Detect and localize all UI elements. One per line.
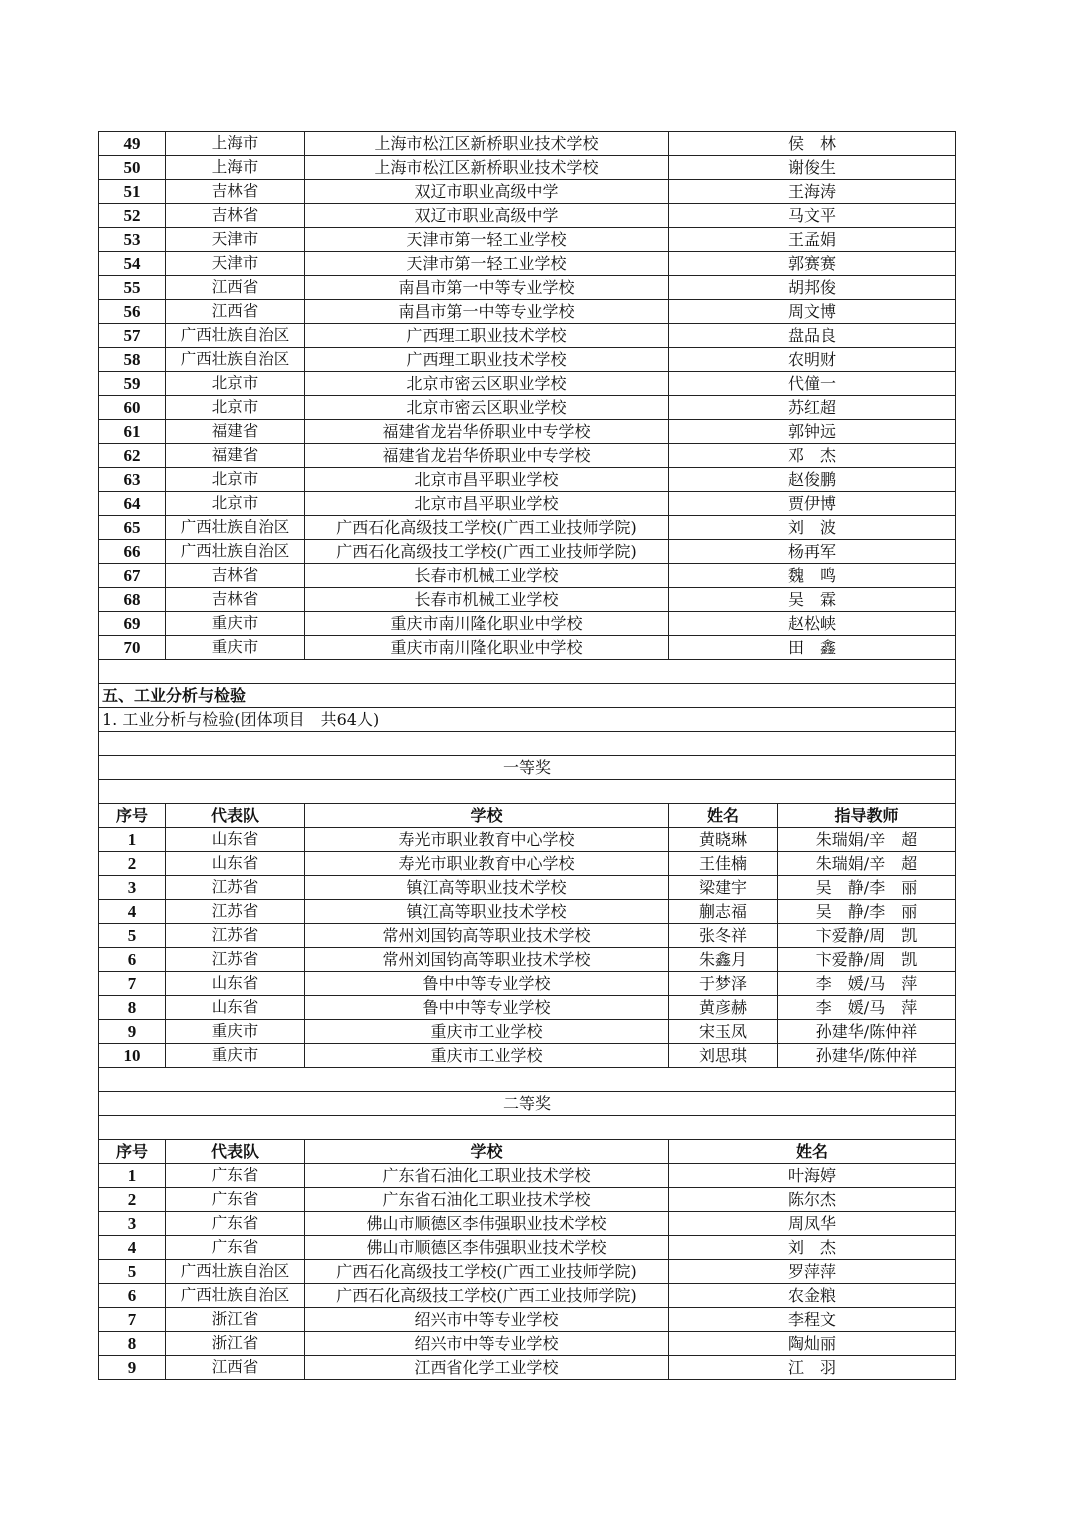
seq-cell: 8 xyxy=(99,996,166,1020)
name-cell: 张冬祥 xyxy=(669,924,778,948)
name-cell: 江 羽 xyxy=(669,1356,956,1380)
seq-cell: 49 xyxy=(99,132,166,156)
table-row xyxy=(99,204,956,228)
name-cell: 王海涛 xyxy=(669,180,956,204)
school-cell: 重庆市南川隆化职业中学校 xyxy=(305,636,669,660)
column-header-school: 学校 xyxy=(305,804,669,828)
teacher-cell: 朱瑞娟/辛 超 xyxy=(778,852,956,876)
name-cell: 于梦泽 xyxy=(669,972,778,996)
table-row xyxy=(99,1020,956,1044)
team-cell: 北京市 xyxy=(166,468,305,492)
teacher-cell: 朱瑞娟/辛 超 xyxy=(778,828,956,852)
column-header-teacher: 指导教师 xyxy=(778,804,956,828)
name-cell: 吴 霖 xyxy=(669,588,956,612)
table-row xyxy=(99,612,956,636)
team-cell: 浙江省 xyxy=(166,1332,305,1356)
team-cell: 重庆市 xyxy=(166,636,305,660)
table-row xyxy=(99,1188,956,1212)
school-cell: 南昌市第一中等专业学校 xyxy=(305,300,669,324)
seq-cell: 62 xyxy=(99,444,166,468)
seq-cell: 3 xyxy=(99,1212,166,1236)
column-header-name: 姓名 xyxy=(669,804,778,828)
school-cell: 双辽市职业高级中学 xyxy=(305,180,669,204)
school-cell: 双辽市职业高级中学 xyxy=(305,204,669,228)
school-cell: 长春市机械工业学校 xyxy=(305,588,669,612)
school-cell: 广西石化高级技工学校(广西工业技师学院) xyxy=(305,1260,669,1284)
team-cell: 江西省 xyxy=(166,300,305,324)
section-title-row xyxy=(99,684,956,708)
team-cell: 福建省 xyxy=(166,420,305,444)
teacher-cell: 李 媛/马 萍 xyxy=(778,996,956,1020)
table-row xyxy=(99,324,956,348)
table-row xyxy=(99,420,956,444)
team-cell: 吉林省 xyxy=(166,180,305,204)
first-prize-label: 一等奖 xyxy=(99,756,956,780)
second-prize-label: 二等奖 xyxy=(99,1092,956,1116)
name-cell: 宋玉凤 xyxy=(669,1020,778,1044)
name-cell: 刘 波 xyxy=(669,516,956,540)
seq-cell: 69 xyxy=(99,612,166,636)
name-cell: 刘思琪 xyxy=(669,1044,778,1068)
name-cell: 杨再军 xyxy=(669,540,956,564)
school-cell: 镇江高等职业技术学校 xyxy=(305,900,669,924)
teacher-cell: 孙建华/陈仲祥 xyxy=(778,1020,956,1044)
table-row xyxy=(99,852,956,876)
school-cell: 广西石化高级技工学校(广西工业技师学院) xyxy=(305,540,669,564)
teacher-cell: 孙建华/陈仲祥 xyxy=(778,1044,956,1068)
name-cell: 罗萍萍 xyxy=(669,1260,956,1284)
seq-cell: 5 xyxy=(99,924,166,948)
column-header-seq: 序号 xyxy=(99,804,166,828)
table-row xyxy=(99,516,956,540)
name-cell: 邓 杰 xyxy=(669,444,956,468)
team-cell: 广西壮族自治区 xyxy=(166,1284,305,1308)
blank-cell xyxy=(99,732,956,756)
team-cell: 江西省 xyxy=(166,276,305,300)
school-cell: 广西理工职业技术学校 xyxy=(305,348,669,372)
seq-cell: 5 xyxy=(99,1260,166,1284)
name-cell: 陶灿丽 xyxy=(669,1332,956,1356)
seq-cell: 3 xyxy=(99,876,166,900)
column-header-team: 代表队 xyxy=(166,804,305,828)
blank-cell xyxy=(99,660,956,684)
name-cell: 周凤华 xyxy=(669,1212,956,1236)
team-cell: 广西壮族自治区 xyxy=(166,324,305,348)
name-cell: 叶海婷 xyxy=(669,1164,956,1188)
name-cell: 胡邦俊 xyxy=(669,276,956,300)
school-cell: 绍兴市中等专业学校 xyxy=(305,1332,669,1356)
team-cell: 吉林省 xyxy=(166,204,305,228)
team-cell: 广东省 xyxy=(166,1236,305,1260)
team-cell: 天津市 xyxy=(166,252,305,276)
seq-cell: 4 xyxy=(99,1236,166,1260)
seq-cell: 1 xyxy=(99,1164,166,1188)
table-row xyxy=(99,1260,956,1284)
school-cell: 广东省石油化工职业技术学校 xyxy=(305,1164,669,1188)
school-cell: 北京市昌平职业学校 xyxy=(305,492,669,516)
seq-cell: 4 xyxy=(99,900,166,924)
team-cell: 广西壮族自治区 xyxy=(166,348,305,372)
team-cell: 江苏省 xyxy=(166,876,305,900)
name-cell: 蒯志福 xyxy=(669,900,778,924)
name-cell: 郭钟远 xyxy=(669,420,956,444)
table-row xyxy=(99,372,956,396)
team-cell: 北京市 xyxy=(166,492,305,516)
school-cell: 北京市昌平职业学校 xyxy=(305,468,669,492)
table-row xyxy=(99,300,956,324)
table-row xyxy=(99,396,956,420)
team-cell: 山东省 xyxy=(166,972,305,996)
name-cell: 黄晓琳 xyxy=(669,828,778,852)
team-cell: 山东省 xyxy=(166,852,305,876)
school-cell: 常州刘国钧高等职业技术学校 xyxy=(305,924,669,948)
seq-cell: 57 xyxy=(99,324,166,348)
name-cell: 刘 杰 xyxy=(669,1236,956,1260)
table-row xyxy=(99,1044,956,1068)
table-row xyxy=(99,948,956,972)
table-row xyxy=(99,996,956,1020)
column-header-school: 学校 xyxy=(305,1140,669,1164)
prize-label-row xyxy=(99,1092,956,1116)
team-cell: 山东省 xyxy=(166,996,305,1020)
school-cell: 广西石化高级技工学校(广西工业技师学院) xyxy=(305,1284,669,1308)
blank-cell xyxy=(99,1068,956,1092)
table-row xyxy=(99,1308,956,1332)
team-cell: 广东省 xyxy=(166,1164,305,1188)
teacher-cell: 卞爱静/周 凯 xyxy=(778,948,956,972)
teacher-cell: 李 媛/马 萍 xyxy=(778,972,956,996)
seq-cell: 67 xyxy=(99,564,166,588)
teacher-cell: 吴 静/李 丽 xyxy=(778,876,956,900)
table-row xyxy=(99,588,956,612)
prize-label-row xyxy=(99,756,956,780)
team-cell: 江苏省 xyxy=(166,948,305,972)
header-row xyxy=(99,804,956,828)
table-row xyxy=(99,924,956,948)
school-cell: 鲁中中等专业学校 xyxy=(305,972,669,996)
table-row xyxy=(99,1236,956,1260)
seq-cell: 65 xyxy=(99,516,166,540)
name-cell: 赵俊鹏 xyxy=(669,468,956,492)
table-row xyxy=(99,156,956,180)
school-cell: 长春市机械工业学校 xyxy=(305,564,669,588)
table-row xyxy=(99,828,956,852)
seq-cell: 56 xyxy=(99,300,166,324)
subsection-title-row xyxy=(99,708,956,732)
team-cell: 广西壮族自治区 xyxy=(166,540,305,564)
school-cell: 江西省化学工业学校 xyxy=(305,1356,669,1380)
name-cell: 王孟娟 xyxy=(669,228,956,252)
table-row xyxy=(99,444,956,468)
seq-cell: 51 xyxy=(99,180,166,204)
team-cell: 上海市 xyxy=(166,156,305,180)
table-row xyxy=(99,972,956,996)
name-cell: 梁建宇 xyxy=(669,876,778,900)
seq-cell: 6 xyxy=(99,1284,166,1308)
school-cell: 福建省龙岩华侨职业中专学校 xyxy=(305,444,669,468)
school-cell: 重庆市工业学校 xyxy=(305,1020,669,1044)
table-row xyxy=(99,276,956,300)
school-cell: 佛山市顺德区李伟强职业技术学校 xyxy=(305,1236,669,1260)
seq-cell: 70 xyxy=(99,636,166,660)
school-cell: 常州刘国钧高等职业技术学校 xyxy=(305,948,669,972)
team-cell: 重庆市 xyxy=(166,612,305,636)
school-cell: 寿光市职业教育中心学校 xyxy=(305,828,669,852)
name-cell: 田 鑫 xyxy=(669,636,956,660)
subsection-title: 1. 工业分析与检验(团体项目 共64人) xyxy=(99,708,956,732)
table-row xyxy=(99,636,956,660)
seq-cell: 63 xyxy=(99,468,166,492)
seq-cell: 9 xyxy=(99,1020,166,1044)
table-row xyxy=(99,492,956,516)
name-cell: 郭赛赛 xyxy=(669,252,956,276)
table-row xyxy=(99,1164,956,1188)
school-cell: 重庆市南川隆化职业中学校 xyxy=(305,612,669,636)
teacher-cell: 吴 静/李 丽 xyxy=(778,900,956,924)
seq-cell: 53 xyxy=(99,228,166,252)
table-row xyxy=(99,132,956,156)
name-cell: 李程文 xyxy=(669,1308,956,1332)
team-cell: 山东省 xyxy=(166,828,305,852)
team-cell: 福建省 xyxy=(166,444,305,468)
table-row xyxy=(99,1284,956,1308)
name-cell: 魏 鸣 xyxy=(669,564,956,588)
school-cell: 北京市密云区职业学校 xyxy=(305,372,669,396)
header-row xyxy=(99,1140,956,1164)
seq-cell: 6 xyxy=(99,948,166,972)
table-row xyxy=(99,1356,956,1380)
table-row xyxy=(99,468,956,492)
table-row xyxy=(99,564,956,588)
team-cell: 浙江省 xyxy=(166,1308,305,1332)
school-cell: 福建省龙岩华侨职业中专学校 xyxy=(305,420,669,444)
team-cell: 北京市 xyxy=(166,396,305,420)
team-cell: 江苏省 xyxy=(166,924,305,948)
school-cell: 镇江高等职业技术学校 xyxy=(305,876,669,900)
team-cell: 重庆市 xyxy=(166,1020,305,1044)
blank-row xyxy=(99,1116,956,1140)
blank-row xyxy=(99,1068,956,1092)
name-cell: 马文平 xyxy=(669,204,956,228)
name-cell: 朱鑫月 xyxy=(669,948,778,972)
seq-cell: 9 xyxy=(99,1356,166,1380)
team-cell: 广西壮族自治区 xyxy=(166,1260,305,1284)
seq-cell: 8 xyxy=(99,1332,166,1356)
seq-cell: 52 xyxy=(99,204,166,228)
school-cell: 重庆市工业学校 xyxy=(305,1044,669,1068)
blank-cell xyxy=(99,780,956,804)
seq-cell: 58 xyxy=(99,348,166,372)
seq-cell: 10 xyxy=(99,1044,166,1068)
table-row xyxy=(99,228,956,252)
seq-cell: 2 xyxy=(99,852,166,876)
seq-cell: 55 xyxy=(99,276,166,300)
team-cell: 广西壮族自治区 xyxy=(166,516,305,540)
team-cell: 天津市 xyxy=(166,228,305,252)
table-row xyxy=(99,876,956,900)
section-title: 五、工业分析与检验 xyxy=(99,684,956,708)
school-cell: 天津市第一轻工业学校 xyxy=(305,228,669,252)
school-cell: 上海市松江区新桥职业技术学校 xyxy=(305,156,669,180)
name-cell: 黄彦赫 xyxy=(669,996,778,1020)
name-cell: 赵松峡 xyxy=(669,612,956,636)
name-cell: 王佳楠 xyxy=(669,852,778,876)
team-cell: 江苏省 xyxy=(166,900,305,924)
name-cell: 苏红超 xyxy=(669,396,956,420)
seq-cell: 61 xyxy=(99,420,166,444)
seq-cell: 68 xyxy=(99,588,166,612)
seq-cell: 7 xyxy=(99,972,166,996)
seq-cell: 7 xyxy=(99,1308,166,1332)
table-row xyxy=(99,252,956,276)
team-cell: 吉林省 xyxy=(166,564,305,588)
team-cell: 北京市 xyxy=(166,372,305,396)
name-cell: 陈尔杰 xyxy=(669,1188,956,1212)
school-cell: 鲁中中等专业学校 xyxy=(305,996,669,1020)
seq-cell: 60 xyxy=(99,396,166,420)
blank-row xyxy=(99,732,956,756)
seq-cell: 64 xyxy=(99,492,166,516)
table-row xyxy=(99,348,956,372)
table-row xyxy=(99,540,956,564)
school-cell: 北京市密云区职业学校 xyxy=(305,396,669,420)
name-cell: 周文博 xyxy=(669,300,956,324)
team-cell: 广东省 xyxy=(166,1188,305,1212)
seq-cell: 1 xyxy=(99,828,166,852)
table-row xyxy=(99,1212,956,1236)
table-row xyxy=(99,1332,956,1356)
table-row xyxy=(99,180,956,204)
blank-cell xyxy=(99,1116,956,1140)
seq-cell: 2 xyxy=(99,1188,166,1212)
name-cell: 代僮一 xyxy=(669,372,956,396)
awards-table xyxy=(98,131,956,1380)
school-cell: 上海市松江区新桥职业技术学校 xyxy=(305,132,669,156)
seq-cell: 66 xyxy=(99,540,166,564)
school-cell: 南昌市第一中等专业学校 xyxy=(305,276,669,300)
blank-row xyxy=(99,780,956,804)
teacher-cell: 卞爱静/周 凯 xyxy=(778,924,956,948)
column-header-team: 代表队 xyxy=(166,1140,305,1164)
column-header-name: 姓名 xyxy=(669,1140,956,1164)
team-cell: 重庆市 xyxy=(166,1044,305,1068)
team-cell: 广东省 xyxy=(166,1212,305,1236)
name-cell: 农明财 xyxy=(669,348,956,372)
name-cell: 谢俊生 xyxy=(669,156,956,180)
school-cell: 绍兴市中等专业学校 xyxy=(305,1308,669,1332)
team-cell: 江西省 xyxy=(166,1356,305,1380)
table-row xyxy=(99,900,956,924)
name-cell: 侯 林 xyxy=(669,132,956,156)
school-cell: 广西石化高级技工学校(广西工业技师学院) xyxy=(305,516,669,540)
seq-cell: 54 xyxy=(99,252,166,276)
name-cell: 贾伊博 xyxy=(669,492,956,516)
school-cell: 广西理工职业技术学校 xyxy=(305,324,669,348)
blank-row xyxy=(99,660,956,684)
name-cell: 农金粮 xyxy=(669,1284,956,1308)
name-cell: 盘品良 xyxy=(669,324,956,348)
seq-cell: 50 xyxy=(99,156,166,180)
school-cell: 天津市第一轻工业学校 xyxy=(305,252,669,276)
column-header-seq: 序号 xyxy=(99,1140,166,1164)
school-cell: 寿光市职业教育中心学校 xyxy=(305,852,669,876)
team-cell: 上海市 xyxy=(166,132,305,156)
seq-cell: 59 xyxy=(99,372,166,396)
team-cell: 吉林省 xyxy=(166,588,305,612)
school-cell: 佛山市顺德区李伟强职业技术学校 xyxy=(305,1212,669,1236)
school-cell: 广东省石油化工职业技术学校 xyxy=(305,1188,669,1212)
